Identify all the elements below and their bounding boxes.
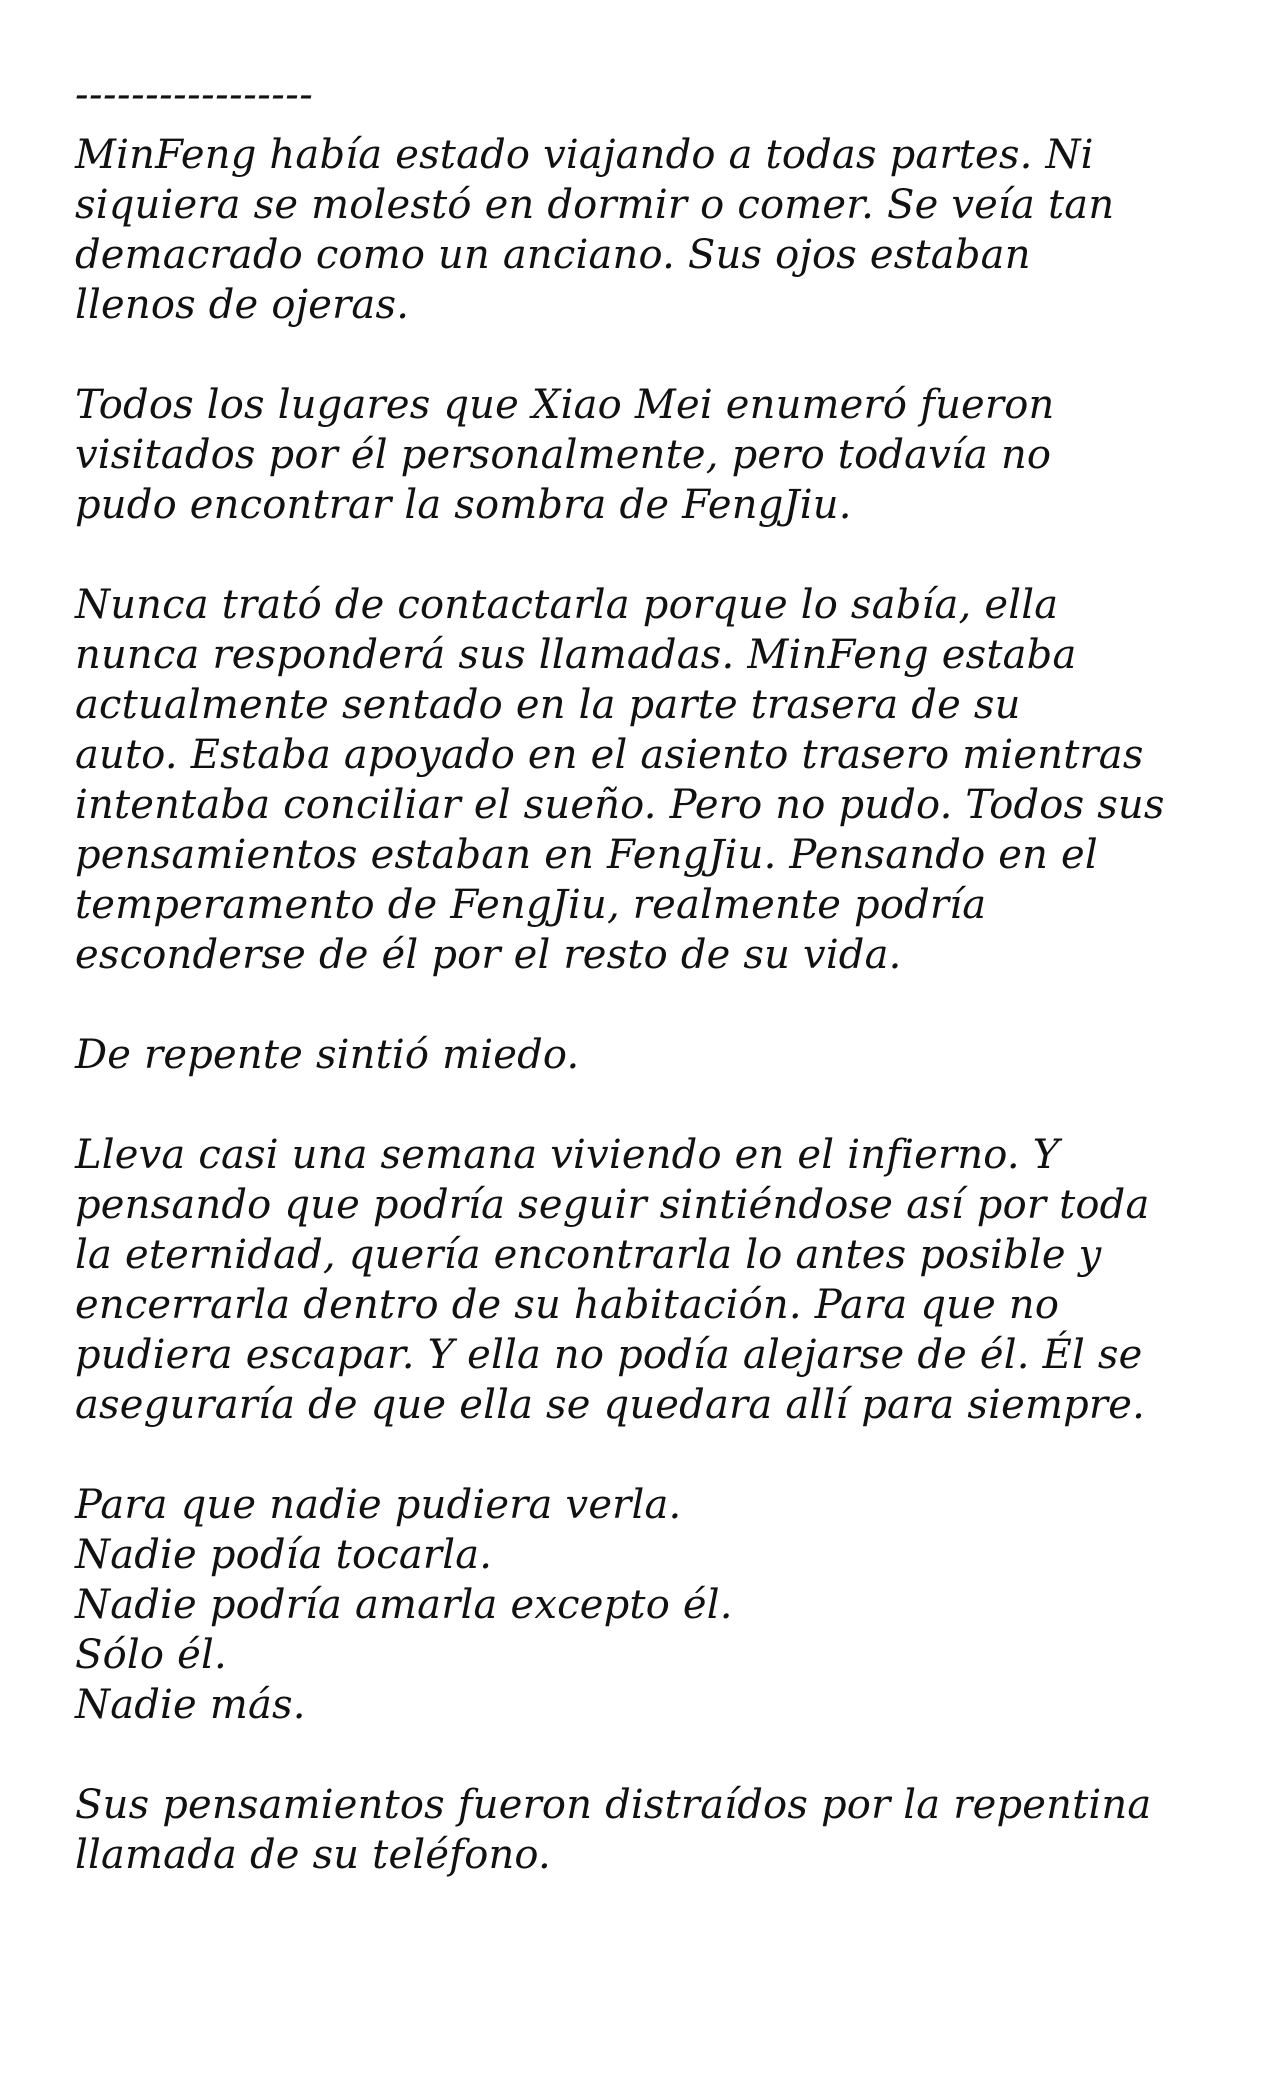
text-line: llamada de su teléfono. xyxy=(75,1832,551,1878)
text-line: nunca responderá sus llamadas. MinFeng estaba xyxy=(75,632,1077,678)
paragraph xyxy=(75,1130,1215,1430)
text-line: la eternidad, quería encontrarla lo antes posible y xyxy=(75,1232,1102,1278)
text-line: demacrado como un anciano. Sus ojos estaban xyxy=(75,232,1031,278)
text-line: De repente sintió miedo. xyxy=(75,1032,580,1078)
text-line: pudo encontrar la sombra de FengJiu. xyxy=(75,482,852,528)
text-line: Nunca trató de contactarla porque lo sabía, ella xyxy=(75,582,1059,628)
text-line: intentaba conciliar el sueño. Pero no pudo. Todos sus xyxy=(75,782,1165,828)
text-line: Sólo él. xyxy=(75,1632,227,1678)
paragraph xyxy=(75,1030,1215,1080)
paragraph xyxy=(75,380,1215,530)
text-line: auto. Estaba apoyado en el asiento trasero mientras xyxy=(75,732,1144,778)
paragraph xyxy=(75,580,1215,980)
text-line: siquiera se molestó en dormir o comer. Se veía tan xyxy=(75,182,1115,228)
paragraph xyxy=(75,130,1215,330)
text-line: pensando que podría seguir sintiéndose así por toda xyxy=(75,1182,1150,1228)
text-line: encerrarla dentro de su habitación. Para que no xyxy=(75,1282,1060,1328)
document-page xyxy=(75,72,1215,1880)
text-line: Para que nadie pudiera verla. xyxy=(75,1482,682,1528)
text-line: Nadie podría amarla excepto él. xyxy=(75,1582,733,1628)
text-line: Todos los lugares que Xiao Mei enumeró fueron xyxy=(75,382,1055,428)
paragraph xyxy=(75,1780,1215,1880)
text-line: llenos de ojeras. xyxy=(75,282,410,328)
text-line: Sus pensamientos fueron distraídos por la repentina xyxy=(75,1782,1152,1828)
text-line: Lleva casi una semana viviendo en el infierno. Y xyxy=(75,1132,1060,1178)
separator-line: ----------------- xyxy=(75,72,314,118)
text-line: pensamientos estaban en FengJiu. Pensando en el xyxy=(75,832,1098,878)
text-line: MinFeng había estado viajando a todas partes. Ni xyxy=(75,132,1094,178)
text-line: temperamento de FengJiu, realmente podría xyxy=(75,882,987,928)
text-line: Nadie podía tocarla. xyxy=(75,1532,493,1578)
paragraph xyxy=(75,1480,1215,1730)
text-line: esconderse de él por el resto de su vida. xyxy=(75,932,902,978)
text-line: actualmente sentado en la parte trasera de su xyxy=(75,682,1021,728)
text-line: pudiera escapar. Y ella no podía alejarse de él. Él se xyxy=(75,1332,1143,1378)
text-line: Nadie más. xyxy=(75,1682,306,1728)
text-line: aseguraría de que ella se quedara allí para siempre. xyxy=(75,1382,1146,1428)
text-line: visitados por él personalmente, pero todavía no xyxy=(75,432,1052,478)
